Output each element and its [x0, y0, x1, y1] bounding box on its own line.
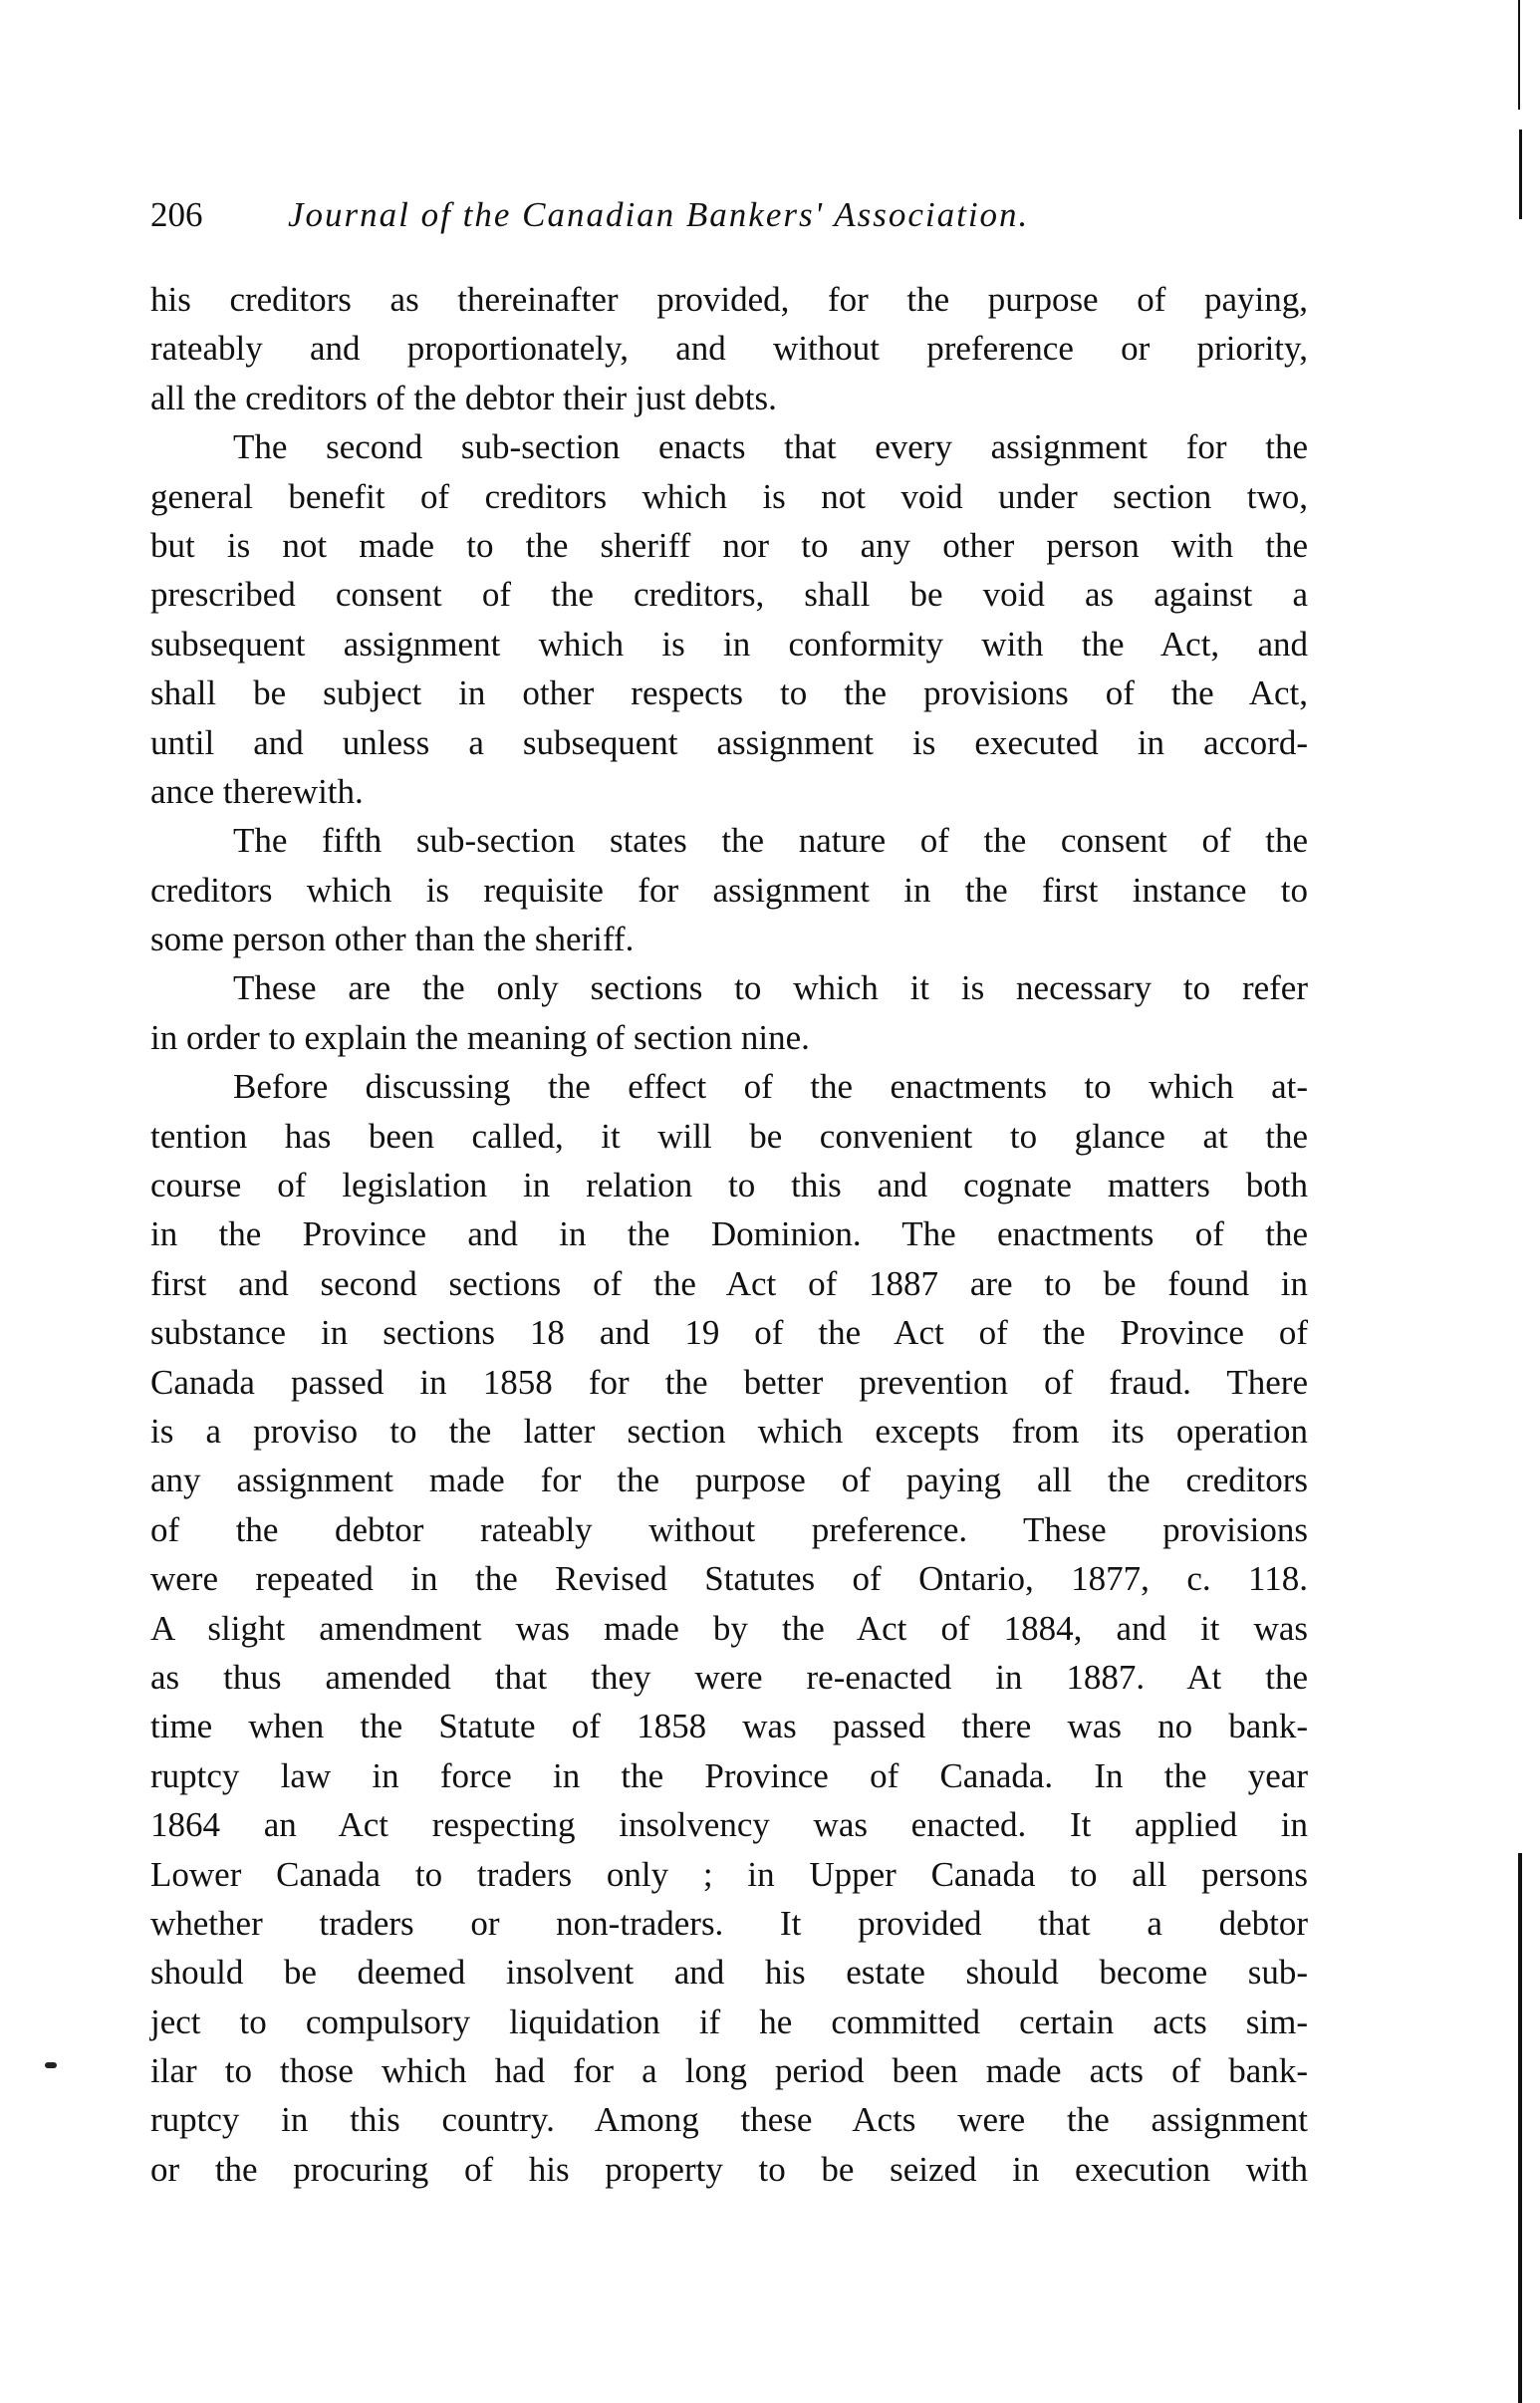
text-line: The fifth sub-section states the nature of the consent of the: [233, 821, 1308, 861]
text-line: 1864 an Act respecting insolvency was enacted. It applied in: [150, 1805, 1308, 1845]
text-line: shall be subject in other respects to the provisions of the Act,: [150, 673, 1308, 713]
text-line: were repeated in the Revised Statutes of Ontario, 1877, c. 118.: [150, 1559, 1308, 1599]
text-line: Before discussing the effect of the enactments to which at-: [233, 1067, 1308, 1107]
text-line: prescribed consent of the creditors, shall be void as against a: [150, 575, 1308, 615]
page-body: [150, 275, 1308, 2194]
paragraph: [150, 422, 1308, 816]
paragraph: [150, 1062, 1308, 2194]
page-edge: [1518, 0, 1520, 110]
text-line: should be deemed insolvent and his estate should become sub-: [150, 1953, 1308, 1993]
text-line: some person other than the sheriff.: [150, 920, 635, 959]
text-line: substance in sections 18 and 19 of the Act of the Province of: [150, 1313, 1308, 1353]
text-line: Lower Canada to traders only ; in Upper Canada to all persons: [150, 1854, 1308, 1894]
text-line: ject to compulsory liquidation if he committed certain acts sim-: [150, 2002, 1308, 2041]
running-title: Journal of the Canadian Bankers' Association.: [288, 195, 1030, 234]
text-line: in order to explain the meaning of section nine.: [150, 1017, 810, 1057]
text-line: creditors which is requisite for assignment in the first instance to: [150, 870, 1308, 910]
paragraph: [150, 816, 1308, 963]
text-line: ruptcy in this country. Among these Acts were the assignment: [150, 2100, 1308, 2140]
text-line: general benefit of creditors which is not void under section two,: [150, 476, 1308, 516]
scan-mark: [45, 2062, 57, 2068]
text-line: ance therewith.: [150, 771, 364, 811]
text-line: A slight amendment was made by the Act of 1884, and it was: [150, 1608, 1308, 1648]
text-line: in the Province and in the Dominion. The enactments of the: [150, 1214, 1308, 1254]
page-edge: [1518, 1853, 1522, 2403]
text-line: as thus amended that they were re-enacted in 1887. At the: [150, 1657, 1308, 1697]
text-line: his creditors as thereinafter provided, for the purpose of paying,: [150, 280, 1308, 319]
text-line: any assignment made for the purpose of paying all the creditors: [150, 1461, 1308, 1500]
paragraph: [150, 963, 1308, 1062]
text-line: The second sub-section enacts that every assignment for the: [233, 427, 1308, 467]
text-line: These are the only sections to which it is necessary to refer: [233, 968, 1308, 1008]
text-line: Canada passed in 1858 for the better prevention of fraud. There: [150, 1362, 1308, 1402]
page-edge: [1519, 130, 1522, 219]
text-line: subsequent assignment which is in conformity with the Act, and: [150, 624, 1308, 664]
text-line: all the creditors of the debtor their just debts.: [150, 378, 777, 417]
text-line: whether traders or non-traders. It provided that a debtor: [150, 1903, 1308, 1943]
paragraph: [150, 275, 1308, 422]
text-line: of the debtor rateably without preference. These provisions: [150, 1509, 1308, 1549]
text-line: first and second sections of the Act of 1887 are to be found in: [150, 1263, 1308, 1303]
text-line: time when the Statute of 1858 was passed there was no bank-: [150, 1707, 1308, 1746]
text-line: until and unless a subsequent assignment is executed in accord-: [150, 722, 1308, 762]
text-line: rateably and proportionately, and without preference or priority,: [150, 329, 1308, 369]
page-number: 206: [150, 195, 203, 234]
text-line: is a proviso to the latter section which excepts from its operation: [150, 1411, 1308, 1451]
text-line: course of legislation in relation to this and cognate matters both: [150, 1166, 1308, 1205]
text-line: but is not made to the sheriff nor to any other person with the: [150, 525, 1308, 565]
text-line: or the procuring of his property to be seized in execution with: [150, 2149, 1308, 2189]
running-header: [150, 195, 1308, 241]
text-line: ilar to those which had for a long period been made acts of bank-: [150, 2051, 1308, 2091]
text-line: tention has been called, it will be convenient to glance at the: [150, 1116, 1308, 1156]
text-line: ruptcy law in force in the Province of Canada. In the year: [150, 1755, 1308, 1795]
